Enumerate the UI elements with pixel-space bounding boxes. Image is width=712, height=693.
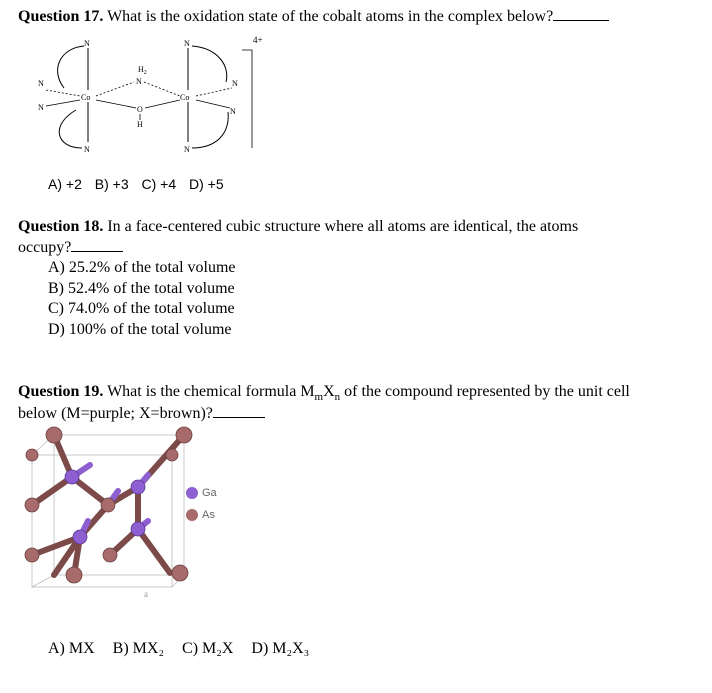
q19-number: Question 19.: [18, 383, 104, 400]
q17-n-right-top: N: [184, 39, 190, 48]
q18-prompt: [18, 217, 578, 236]
q17-right-top-ring: [192, 46, 227, 82]
q17-option-a[interactable]: A) +2: [48, 176, 82, 192]
q18-number: Question 18.: [18, 218, 104, 235]
q19-option-a[interactable]: A) MX: [48, 640, 95, 657]
q17-o-bond-2: [145, 100, 180, 108]
q18-option-a[interactable]: A) 25.2% of the total volume: [48, 259, 236, 276]
q19-text-pre: What is the chemical formula M: [107, 383, 315, 400]
q17-left-bond: [46, 100, 80, 106]
q19-option-b[interactable]: B) MX₂: [112, 640, 165, 657]
q17-right-bond: [196, 100, 230, 108]
q19-answer-blank[interactable]: [213, 403, 265, 418]
q17-complex-structure: [20, 30, 280, 160]
q18-option-b[interactable]: B) 52.4% of the total volume: [48, 279, 235, 297]
q17-o-bond-1: [96, 100, 136, 108]
q17-n-right-outer: N: [232, 79, 238, 88]
q17-h-bridge: H: [137, 120, 143, 129]
q19-sub-n: n: [334, 391, 341, 404]
q19-legend-ga: Ga: [186, 487, 217, 499]
q17-left-dash-1: [46, 90, 80, 96]
q18-answer-blank[interactable]: [71, 237, 123, 252]
q19-sub-m: m: [314, 391, 324, 404]
q19-option-d[interactable]: D) M₂X₃: [251, 640, 310, 657]
q17-left-bottom-ring: [59, 110, 82, 148]
q18-option-c[interactable]: C) 74.0% of the total volume: [48, 300, 235, 317]
q19-legend-ga-swatch: [186, 487, 198, 499]
q17-text: What is the oxidation state of the cobalt atoms in the complex below?: [107, 8, 554, 25]
q18-text-line2: occupy?: [18, 239, 72, 256]
q17-charge-bracket: [242, 50, 252, 148]
q17-n-left-top: N: [84, 39, 90, 48]
q17-n-left-lower: N: [38, 103, 44, 112]
q17-right-dash-1: [196, 88, 232, 96]
q17-co-right: Co: [180, 93, 190, 102]
q17-n-right-lower: N: [230, 107, 236, 116]
q19-prompt-line2: [18, 403, 265, 423]
q19-option-c[interactable]: C) M₂X: [182, 640, 234, 657]
q17-n-left-outer: N: [38, 79, 44, 88]
q19-text-post: of the compound represented by the unit cell: [340, 383, 630, 400]
q17-answer-blank[interactable]: [553, 6, 609, 21]
q17-option-b[interactable]: B) +3: [94, 176, 129, 192]
q17-n-bridge: N: [136, 77, 142, 86]
q17-o-bridge: O: [137, 105, 143, 114]
q19-legend: [186, 487, 217, 521]
q18-text-line1: In a face-centered cubic structure where all atoms are identical, the atoms: [107, 218, 579, 235]
q19-text-x: X: [323, 383, 335, 400]
q17-co-left: Co: [81, 93, 91, 102]
q17-options: [48, 176, 233, 192]
q17-h2: $H_2$: [138, 65, 147, 76]
q17-number: Question 17.: [18, 8, 104, 25]
q17-left-top-ring: [58, 46, 84, 88]
q17-bridge-dash-2: [144, 82, 180, 96]
q17-charge: 4+: [253, 35, 263, 45]
q19-legend-as-swatch: [186, 509, 198, 521]
q17-n-left-bottom: N: [84, 145, 90, 154]
q19-text-line2: below (M=purple; X=brown)?: [18, 405, 213, 422]
q19-axis-label: a: [144, 589, 148, 599]
q19-legend-as: As: [186, 509, 217, 521]
q18-prompt-line2: [18, 237, 123, 257]
q18-option-d[interactable]: D) 100% of the total volume: [48, 320, 232, 338]
q17-option-d[interactable]: D) +5: [189, 176, 224, 192]
q17-option-c[interactable]: C) +4: [141, 176, 177, 192]
q17-n-right-bottom: N: [184, 145, 190, 154]
q17-bridge-dash-1: [96, 82, 134, 96]
q19-options: [48, 640, 323, 658]
q17-prompt: [18, 6, 609, 26]
q17-right-bottom-ring: [192, 112, 228, 148]
q18-options: [48, 258, 236, 340]
